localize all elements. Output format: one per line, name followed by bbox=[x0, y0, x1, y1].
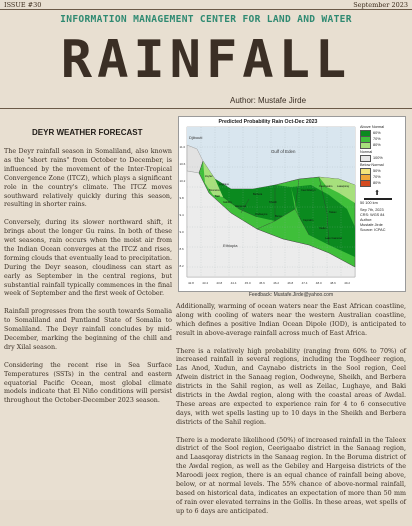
section-title: DEYR WEATHER FORECAST bbox=[32, 128, 143, 137]
feedback-line: Feedback: Mustafe.Jirde@yahoo.com bbox=[248, 292, 334, 298]
left-paragraph-4: Considering the recent rise in Sea Surface Temperatures (SSTs) in the central and eastern equatorial Pacific Ocean, most global climate models indicate that El Niño conditions will persist throughout the October-December 2023 season. bbox=[4, 361, 172, 405]
scale-bar bbox=[364, 198, 392, 200]
x-tick-label: 45.0 bbox=[244, 281, 251, 285]
legend-item bbox=[360, 180, 402, 186]
right-column bbox=[176, 303, 406, 526]
legend-normal-title: Normal bbox=[360, 150, 373, 154]
district-label: Zeylac bbox=[205, 175, 213, 178]
map-crs: CRS: WGS 84 bbox=[360, 212, 385, 217]
x-tick-label: 43.4 bbox=[202, 281, 209, 285]
y-tick-label: 10.6 bbox=[179, 162, 186, 166]
x-tick-label: 47.4 bbox=[301, 281, 308, 285]
right-paragraph-3: There is a moderate likelihood (50%) of increased rainfall in the Taleex district of the Sool region, Ceerigaabo district in the Sanaag region, and Laasqoray districts in the Sanaag region. In the Boruma district of the Awdal region, as well as the Gebiley and Hargeisa districts of the Maroodi jeex region, there is an equal chance of rainfall being above, below, or at normal levels. The 55% chance of above-normal rainfall, based on historical data, indicates an expectation of more than 50 mm of rain over elevated terrains in the Gollis. In these areas, wet spells of up to 6 days are anticipated. bbox=[176, 436, 406, 515]
map-legend bbox=[360, 125, 402, 233]
district-label: Laasqoray bbox=[337, 185, 350, 188]
x-tick-label: 49.2 bbox=[344, 281, 351, 285]
y-tick-label: 8.6 bbox=[179, 247, 184, 251]
gulf-label: Gulf of Eden bbox=[271, 149, 296, 154]
district-label: Burco bbox=[275, 215, 282, 218]
scale-label: 50 100 km bbox=[360, 200, 378, 205]
map-scale bbox=[360, 189, 402, 205]
district-label: Taleex bbox=[329, 211, 337, 214]
district-label: Ceerigaabo bbox=[319, 185, 333, 188]
district-label: Xudun bbox=[319, 227, 327, 230]
y-tick-label: 10.2 bbox=[179, 179, 186, 183]
legend-label: 60% bbox=[373, 131, 381, 135]
map-author-name: Mustafe Jirde bbox=[360, 222, 383, 227]
page-title: RAINFALL bbox=[60, 30, 352, 90]
x-tick-label: 46.8 bbox=[287, 281, 294, 285]
district-label: Baki bbox=[215, 195, 221, 198]
organization-name: INFORMATION MANAGEMENT CENTER FOR LAND AND WATER bbox=[60, 14, 352, 25]
x-tick-label: 46.2 bbox=[273, 281, 280, 285]
legend-swatch bbox=[360, 155, 371, 162]
y-axis-ticks bbox=[180, 145, 186, 268]
district-label: Gabiley bbox=[223, 201, 232, 204]
left-paragraph-1: The Deyr rainfall season in Somaliland, also known as the "short rains" from October to December, is influenced by the movement of the Inter-Tropical Convergence Zone (ITCZ), which plays a significant role in the country's climate. The ITCZ moves southward relatively quickly during this season, resulting in shorter rains. bbox=[4, 148, 172, 209]
y-tick-label: 9.4 bbox=[179, 213, 184, 217]
district-label: Hargeysa bbox=[235, 205, 247, 208]
district-label: Sheikh bbox=[269, 201, 277, 204]
legend-label: 50% bbox=[373, 169, 381, 173]
djibouti-label: Djibouti bbox=[189, 135, 203, 140]
map-date: Sep 7th, 2023 bbox=[360, 207, 384, 212]
x-tick-label: 42.8 bbox=[188, 281, 194, 285]
map-author-label: Author: bbox=[360, 217, 373, 222]
legend-label: 70% bbox=[373, 137, 381, 141]
district-label: Lughaye bbox=[219, 183, 229, 186]
y-tick-label: 8.2 bbox=[179, 264, 184, 268]
left-column bbox=[4, 148, 172, 415]
y-tick-label: 9.0 bbox=[179, 230, 184, 234]
north-arrow-icon: ⬆ bbox=[374, 190, 380, 197]
x-tick-label: 48.6 bbox=[330, 281, 336, 285]
legend-label: 70% bbox=[373, 175, 381, 179]
y-tick-label: 9.8 bbox=[179, 196, 184, 200]
issue-number: ISSUE #30 bbox=[4, 1, 42, 9]
top-bar bbox=[0, 0, 412, 9]
map-graphic bbox=[179, 117, 357, 291]
rainfall-probability-map bbox=[178, 116, 406, 292]
x-tick-label: 48.0 bbox=[315, 281, 322, 285]
right-paragraph-1: Additionally, warming of ocean waters near the East African coastline, along with cooling of waters near the western Australian coastline, which defines a positive Indian Ocean Dipole (IOD), is anticipated to result in above-average rainfall across much of East Africa. bbox=[176, 303, 406, 337]
top-rule bbox=[0, 9, 412, 10]
x-tick-label: 45.6 bbox=[259, 281, 265, 285]
legend-swatch bbox=[360, 180, 371, 187]
legend-below-title: Below Normal bbox=[360, 163, 384, 167]
district-label: Boorama bbox=[209, 189, 220, 192]
district-label: Caynabo bbox=[303, 219, 314, 222]
district-label: Berbera bbox=[253, 193, 263, 196]
right-paragraph-2: There is a relatively high probability (ranging from 60% to 70%) of increased rainfall in several regions, including the Togdheer region, Las Anod, Xudun, and Caynabo districts in the Sool region, Ceel Afwein district in the Sanaag region, Oodweyne, Sheikh, and Berbera districts in the Sahil region, as well as Zeilac, Lughaye, and Baki districts in the Awdal region, along with the coastal areas of Awdal. These areas are expected to experience rain for 4 to 6 consecutive days, with wet spells lasting up to 10 days in the Sheikh and Berbera districts of the Sahil region. bbox=[176, 347, 406, 426]
legend-above-title: Above Normal bbox=[360, 125, 385, 129]
left-paragraph-2: Conversely, during its slower northward shift, it brings about the longer Gu rains. In both of these wet seasons, rain occurs when the moist air from the Indian Ocean converges at the ITCZ and rises, forming clouds that eventually lead to precipitation. During the Deyr season, cloudiness can start as early as September in the central regions, but substantial rainfall typically commences in the final week of September and the first week of October. bbox=[4, 219, 172, 298]
district-label: Laas Caanood bbox=[325, 237, 342, 240]
author-line: Author: Mustafe Jirde bbox=[230, 96, 307, 105]
legend-label: 100% bbox=[373, 156, 383, 160]
map-metadata bbox=[360, 208, 402, 233]
left-paragraph-3: Rainfall progresses from the south towards Somalia to Somaliland and Puntland State of Somalia to Somaliland. The Deyr rainfall concludes by mid-December, marking the beginning of the chill and dry Xilal season. bbox=[4, 308, 172, 351]
y-tick-label: 11.0 bbox=[179, 145, 186, 149]
map-source: Source: ICPAC bbox=[360, 227, 386, 232]
header-rule bbox=[0, 108, 412, 109]
x-axis-ticks bbox=[188, 281, 350, 285]
legend-label: 80% bbox=[373, 181, 381, 185]
x-tick-label: 44.4 bbox=[230, 281, 237, 285]
ethiopia-label: Ethiopia bbox=[223, 243, 238, 248]
district-label: Oodweyne bbox=[255, 213, 268, 216]
map-title: Predicted Probability Rain Oct-Dec 2023 bbox=[218, 119, 318, 125]
district-label: Ceel Afweyn bbox=[301, 189, 316, 192]
legend-label: 80% bbox=[373, 143, 381, 147]
issue-date: September 2023 bbox=[353, 1, 408, 9]
legend-swatch bbox=[360, 142, 371, 149]
x-tick-label: 43.8 bbox=[216, 281, 223, 285]
